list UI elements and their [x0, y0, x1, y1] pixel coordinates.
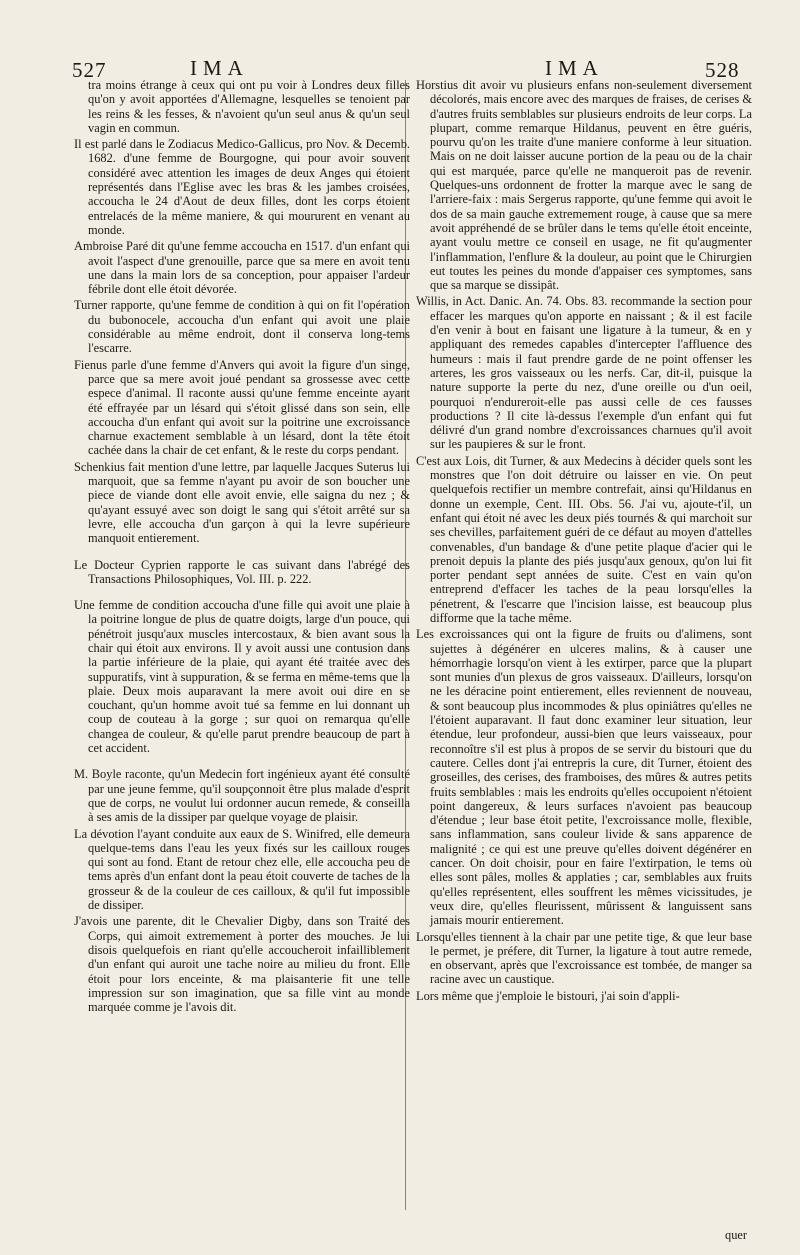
paragraph: Les excroissances qui ont la figure de fruits ou d'alimens, sont sujettes à dégénérer en ulceres malins, & à causer une hémorrhagie lorsqu'on vient à les extirper, parce que la plupart sont munies d'un plexus de gros vaisseaux. D'ailleurs, lorsqu'on ne les déracine point entierement, elles reviennent de nouveau, & sont beaucoup plus incommodes & plus opiniâtres qu'elles ne l'étoient auparavant. Il faut donc examiner leur situation, leur étendue, leur profondeur, aussi-bien que leurs vaisseaux, pour reconnoître s'il est plus à propos de se servir du bistouri que du cautere. Celles dont j'ai entrepris la cure, dit Turner, étoient des groseilles, des cerises, des framboises, des mûres & autres petits fruits semblables : mais les endroits qu'elles occupoient n'étoient point dangereux, & leurs surfaces n'avoient pas beaucoup d'étendue ; leur base étoit petite, l'excroissance molle, flexible, sans inflammation, sans couleur livide & sans apparence de malignité ; ce qui est une preuve qu'elles doivent dégénérer en cancer. On doit choisir, pour en faire l'extirpation, le tems où elles sont pâles, molles & applaties ; car, semblables aux fruits qu'elles représentent, elles souffrent les mêmes vicissitudes, je veux dire, qu'elles fleurissent, mûrissent & languissent sans jamais mourir entierement.	[416, 627, 752, 928]
paragraph: Fienus parle d'une femme d'Anvers qui avoit la figure d'un singe, parce que sa mere avoit joué pendant sa grossesse avec cette espece d'animal. Il raconte aussi qu'une femme enceinte ayant été effrayée par un lésard qui s'étoit glissé dans son sein, elle accoucha d'un enfant qui avoit sur la poitrine une excroissance charnue exactement semblable à un lésard, dont la tête étoit cachée dans la chair de cet enfant, & le reste du corps pendant.	[74, 357, 410, 458]
paragraph: J'avois une parente, dit le Chevalier Digby, dans son Traité des Corps, qui aimoit extremement à porter des mouches. Je lui disois quelquefois en riant qu'elle accoucheroit infailliblement d'un enfant qui auroit une tache noire au milieu du front. Elle étoit pour lors enceinte, & ma plaisanterie fit une telle impression sur son imagination, que sa fille vint au monde marquée comme je l'avois dit.	[74, 914, 410, 1015]
header-word-left: IMA	[190, 56, 249, 80]
paragraph: Lorsqu'elles tiennent à la chair par une petite tige, & que leur base le permet, je préfere, dit Turner, la ligature à tout autre remede, en observant, après que l'excroissance est tombée, de manger sa racine avec un caustique.	[416, 929, 752, 987]
paragraph: Lors même que j'emploie le bistouri, j'ai soin d'appli-	[416, 988, 680, 1003]
paragraph: Willis, in Act. Danic. An. 74. Obs. 83. recommande la section pour effacer les marques qu'on apporte en naissant ; & il est facile d'en venir à bout en faisant une ligature à la tumeur, & en y appliquant des remedes capables d'intercepter l'affluence des humeurs : mais il faut prendre garde de ne point offenser les arteres, les gros vaisseaux ou les nerfs. Car, dit-il, puisque la nature supporte la perte du nez, d'une oreille ou d'un oeil, pourquoi n'endureroit-elle pas aussi celle de ces fausses productions ? Il cite là-dessus l'exemple d'un enfant qui fut délivré d'un grand nombre d'excroissances charnues qu'il avoit sur les paupieres & sur le front.	[416, 294, 752, 452]
paragraph: Ambroise Paré dit qu'une femme accoucha en 1517. d'un enfant qui avoit l'aspect d'une grenouille, parce que sa mere en avoit tenu une dans la main lors de sa conception, pour appaiser l'ardeur fébrile dont elle étoit dévorée.	[74, 239, 410, 297]
paragraph: tra moins étrange à ceux qui ont pu voir à Londres deux filles qu'on y avoit apportées d'Allemagne, lesquelles se tenoient par les reins & les fesses, & n'avoient qu'un seul anus & qu'un seul vagin en commun.	[88, 78, 410, 135]
paragraph: Horstius dit avoir vu plusieurs enfans non-seulement diversement décolorés, mais encore avec des marques de fraises, de cerises & d'autres fruits semblables sur plusieurs endroits de leur corps. La plupart, comme remarque Hildanus, peuvent en être guéris, pourvu qu'on les traite d'une maniere conforme à leur situation. Mais on ne doit laisser aucune portion de la peau ou de la chair qui est marquée, parce qu'elle ne manqueroit pas de revenir. Quelques-uns ordonnent de frotter la marque avec le sang de l'arriere-faix : mais Sergerus rapporte, qu'une femme qui avoit le dos de sa main gauche extremement rouge, à cause que sa mere avoit appréhendé de se brûler dans le tems qu'elle étoit enceinte, ayant voulu mettre ce conseil en usage, ne fit qu'augmenter l'inflammation, l'enflure & la douleur, au point que le Chirurgien eut toutes les peines du monde d'appaiser ces symptomes, sans que sa marque se dissipât.	[416, 78, 752, 293]
paragraph: Turner rapporte, qu'une femme de condition à qui on fit l'opération du bubonocele, accoucha d'un enfant qui avoit une plaie considérable au même endroit, dont il conserva long-tems l'escarre.	[74, 298, 410, 356]
paragraph: Le Docteur Cyprien rapporte le cas suivant dans l'abrégé des Transactions Philosophiques, Vol. III. p. 222.	[74, 557, 410, 586]
paragraph: Il est parlé dans le Zodiacus Medico-Gallicus, pro Nov. & Decemb. 1682. d'une femme de Bourgogne, qui pour avoir souvent considéré avec attention les images de deux Anges qui étoient représentés dans l'Eglise avec les bras & les jambes croisées, accoucha le 24 d'Aout de deux filles, dont les corps étoient entrelacés de la même maniere, & qui moururent en venant au monde.	[74, 137, 410, 237]
left-column	[74, 78, 410, 1016]
page-number-right: 528	[705, 58, 740, 82]
paragraph: Schenkius fait mention d'une lettre, par laquelle Jacques Suterus lui marquoit, que sa femme n'ayant pu avoir de son boucher une piece de viande dont elle avoit envie, elle saigna du nez ; & qu'ayant essuyé avec son doigt le sang qui s'étoit arrêté sur sa levre, elle accoucha d'un garçon à qui la levre supérieure manquoit entierement.	[74, 459, 410, 546]
paragraph: C'est aux Lois, dit Turner, & aux Medecins à décider quels sont les monstres que l'on doit détruire ou laisser en vie. On peut quelquefois rectifier un membre contrefait, ainsi qu'Hildanus en donne un exemple, Cent. III. Obs. 56. J'ai vu, ajoute-t'il, un enfant qui étoit né avec les deux piés tournés & qui marchoit sur ses chevilles, parfaitement guéri de ce défaut au moyen d'attelles convenables, d'un bandage & d'une petite plaque d'acier qui le prenoit depuis la plante des piés jusqu'aux genoux, qu'on lui fit porter pendant sept années de suite. C'est en vain qu'on entreprend d'effacer les taches de la peau lorsqu'elles la pénetrent, & l'escarre que l'incision laisse, est beaucoup plus difforme que la tache même.	[416, 453, 752, 625]
header-word-right: IMA	[545, 56, 604, 80]
page-number-left: 527	[72, 58, 107, 82]
paragraph: M. Boyle raconte, qu'un Medecin fort ingénieux ayant été consulté par une jeune femme, qu'il soupçonnoit être plus malade d'esprit que de corps, ne voulut lui ordonner aucun remede, & conseilla à ses amis de la dissiper par quelque voyage de plaisir.	[74, 767, 410, 825]
catchword: quer	[725, 1228, 748, 1242]
right-column	[416, 78, 752, 1005]
paragraph: La dévotion l'ayant conduite aux eaux de S. Winifred, elle demeura quelque-tems dans l'eau les yeux fixés sur les cailloux rouges qui sont au fond. Etant de retour chez elle, elle accoucha peu de tems après d'un enfant dont la peau étoit couverte de taches de la grosseur & de la couleur de ces cailloux, & qu'il fut impossible de dissiper.	[74, 826, 410, 913]
paragraph: Une femme de condition accoucha d'une fille qui avoit une plaie à la poitrine longue de plus de quatre doigts, large d'un pouce, qui pénétroit jusqu'aux muscles intercostaux, & bien avant sous la chair qui étoit aux environs. Il y avoit aussi une contusion dans la partie inférieure de la plaie, qui ayant été traitée avec des suppuratifs, vint à suppuration, & se ferma en même-tems que la plaie. Deux mois auparavant la mere avoit oui dire en se couchant, qu'un homme avoit tué sa femme en lui donnant un coup de couteau à la gorge ; sur quoi on remarqua qu'elle changea de couleur, & qu'elle parut prendre beaucoup de part à cet accident.	[74, 598, 410, 756]
